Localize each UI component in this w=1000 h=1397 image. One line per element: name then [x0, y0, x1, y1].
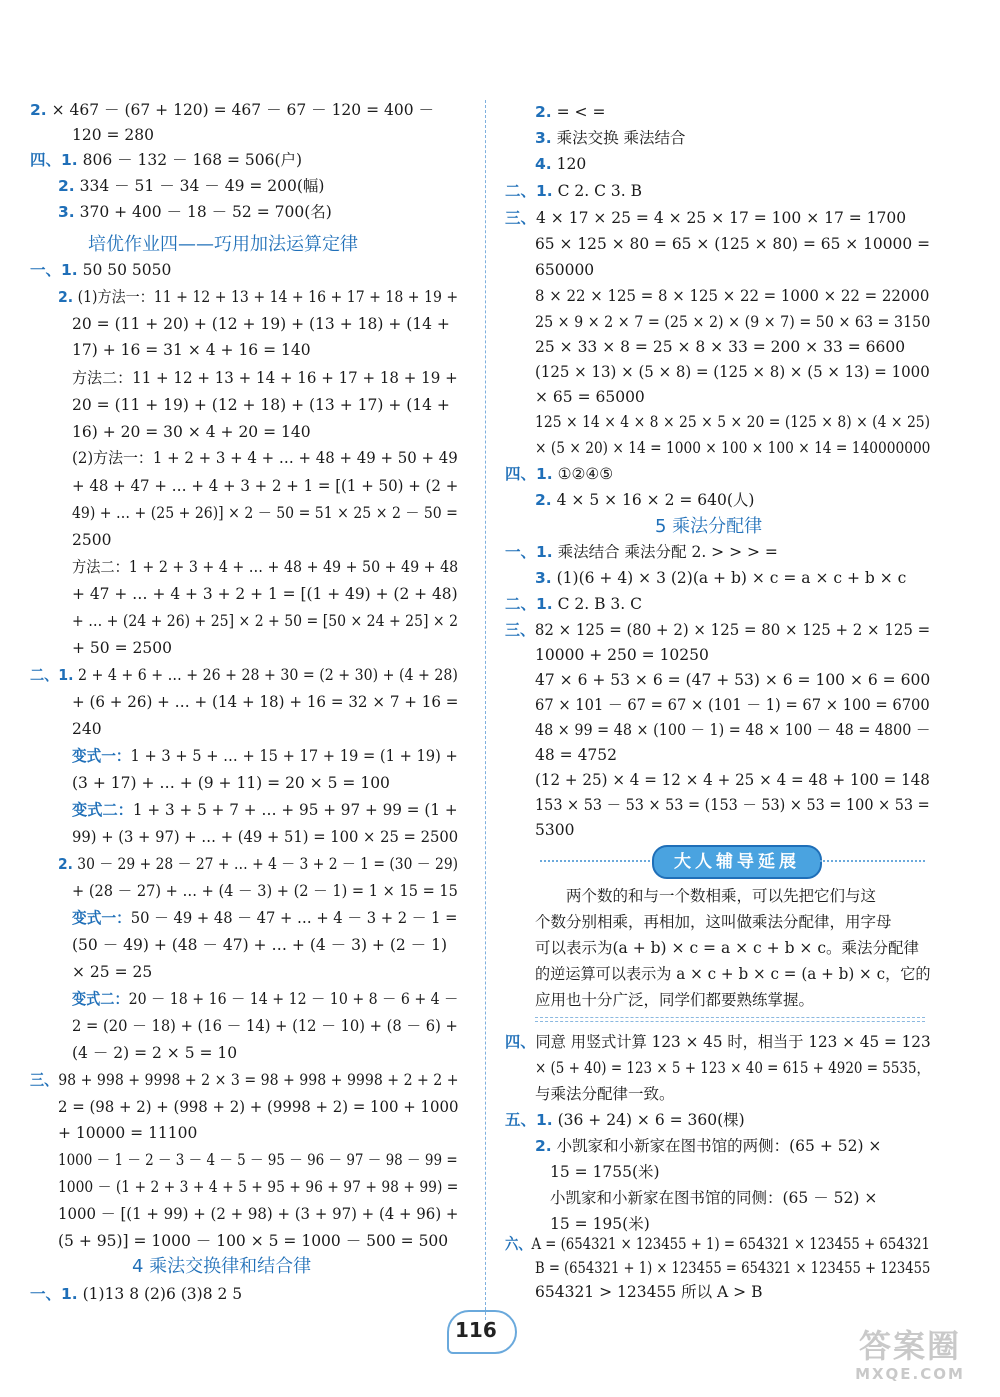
question-marker: 变式一： [72, 909, 131, 927]
answer-line [72, 312, 450, 336]
answer-line [72, 825, 458, 849]
answer-line [58, 1229, 448, 1253]
answer-text: 4 × 17 × 25 = 4 × 25 × 17 = 100 × 17 = 1700 [536, 209, 907, 227]
answer-text: 49) + … + (25 + 26)] × 2 － 50 = 51 × 25 × 2 － 50 = [72, 504, 458, 522]
answer-text: (12 + 25) × 4 = 12 × 4 + 25 × 4 = 48 + 100 = 148 [535, 771, 930, 789]
answer-line [72, 446, 458, 470]
answer-line [72, 960, 152, 984]
answer-line [72, 798, 458, 822]
question-marker: 2. [58, 288, 74, 306]
question-marker: 变式二： [72, 990, 129, 1008]
question-marker: 四、 [505, 1033, 536, 1051]
question-marker: 三、 [505, 621, 535, 639]
answer-text: 120 = 280 [72, 126, 155, 144]
answer-line [58, 285, 458, 309]
answer-text: 15 = 1755(米) [550, 1163, 660, 1181]
answer-text: (125 × 13) × (5 × 8) = (125 × 8) × (5 × 13) = 1000 [535, 363, 930, 381]
answer-text: 2 = (98 + 2) + (998 + 2) + (9998 + 2) = 100 + 1000 [58, 1098, 459, 1116]
answer-line [535, 126, 686, 150]
question-marker: 变式二： [72, 801, 133, 819]
answer-text: 2 + 4 + 6 + … + 26 + 28 + 30 = (2 + 30) + (4 + 28) [73, 666, 458, 684]
answer-text: 17) + 16 = 31 × 4 + 16 = 140 [72, 341, 311, 359]
answer-line [58, 174, 324, 198]
answer-line [72, 1041, 237, 1065]
answer-line [72, 123, 154, 147]
answer-line [72, 420, 311, 444]
tip-line: 的逆运算可以表示为 a × c + b × c = (a + b) × c，它的 [535, 965, 931, 983]
answer-text: 120 [551, 155, 587, 173]
answer-text: 方法二：11 + 12 + 13 + 14 + 16 + 17 + 18 + 19 + [72, 369, 458, 387]
answer-text: × (5 + 40) = 123 × 5 + 123 × 40 = 615 + 4920 = 5535， [535, 1059, 930, 1077]
question-marker: 4. [535, 155, 552, 173]
answer-line [72, 474, 458, 498]
answer-text: 1000 － 1 － 2 － 3 － 4 － 5 － 95 － 96 － 97 － 98 － 99 = [58, 1151, 458, 1169]
answer-text: 67 × 101 － 67 = 67 × (101 － 1) = 67 × 100 = 6700 [535, 696, 930, 714]
answer-line [58, 1148, 458, 1172]
answer-text: 82 × 125 = (80 + 2) × 125 = 80 × 125 + 2 × 125 = [534, 621, 931, 639]
answer-text: 小凯家和小新家在图书馆的同侧：(65 － 52) × [550, 1189, 878, 1207]
answer-line [535, 1280, 762, 1304]
question-marker: 3. [535, 569, 552, 587]
tip-line: 可以表示为(a + b) × c = a × c + b × c。乘法分配律 [535, 939, 920, 957]
answer-line [535, 335, 905, 359]
answer-line [30, 1068, 459, 1092]
question-marker: 五、1. [505, 1111, 553, 1129]
column-divider [485, 100, 486, 1320]
answer-text: 48 = 4752 [535, 746, 618, 764]
answer-line [535, 284, 929, 308]
answer-line [505, 1232, 930, 1256]
answer-line [72, 879, 458, 903]
answer-text: 小凯家和小新家在图书馆的两侧：(65 + 52) × [551, 1137, 882, 1155]
section-heading-addition-laws: 培优作业四——巧用加法运算定律 [88, 234, 358, 255]
answer-line [72, 744, 458, 768]
answer-text: 1 + 3 + 5 + … + 15 + 17 + 19 = (1 + 19) + [130, 747, 458, 765]
question-marker: 一、1. [30, 261, 78, 279]
question-marker: 一、1. [505, 543, 553, 561]
answer-line [505, 462, 613, 486]
answer-text: 654321 > 123455 所以 A > B [535, 1283, 763, 1301]
answer-text: 方法二：1 + 2 + 3 + 4 + … + 48 + 49 + 50 + 49 + 48 [72, 558, 459, 576]
answer-line [30, 148, 302, 172]
answer-text: 4 × 5 × 16 × 2 = 640(人) [551, 491, 755, 509]
answer-line [505, 179, 642, 203]
answer-line [505, 1030, 931, 1054]
answer-line [30, 258, 171, 282]
answer-text: 806 － 132 － 168 = 506(户) [77, 151, 303, 169]
answer-text: 乘法交换 乘法结合 [551, 129, 686, 147]
answer-line [535, 436, 930, 460]
tip-line: 两个数的和与一个数相乘，可以先把它们与这 [566, 887, 877, 905]
answer-text: 10000 + 250 = 10250 [535, 646, 709, 664]
answer-line [535, 743, 617, 767]
answer-line [72, 528, 111, 552]
question-marker: 三、 [30, 1071, 59, 1089]
answer-text: 8 × 22 × 125 = 8 × 125 × 22 = 1000 × 22 = 22000 [535, 287, 930, 305]
answer-text: × 25 = 25 [72, 963, 153, 981]
answer-line [535, 258, 594, 282]
answer-text: 1 + 3 + 5 + 7 + … + 95 + 97 + 99 = (1 + [132, 801, 458, 819]
answer-text: B = (654321 + 1) × 123455 = 654321 × 123455 + 123455 [535, 1259, 931, 1277]
question-marker: 2. [58, 177, 75, 195]
answer-text: 20 = (11 + 20) + (12 + 19) + (13 + 18) + (14 + [72, 315, 450, 333]
tip-line: 个数分别相乘，再相加，这叫做乘法分配律，用字母 [535, 913, 892, 931]
question-marker: 二、1. [505, 182, 553, 200]
answer-text: A = (654321 × 123455 + 1) = 654321 × 123455 + 654321 [531, 1235, 930, 1253]
answer-text: (2)方法一：1 + 2 + 3 + 4 + … + 48 + 49 + 50 + 49 [72, 449, 458, 467]
answer-text: 1000 － [(1 + 99) + (2 + 98) + (3 + 97) + (4 + 96) + [58, 1205, 459, 1223]
answer-line [72, 582, 458, 606]
banner-label: 大人辅导延展 [652, 845, 822, 879]
answer-text: 50 － 49 + 48 － 47 + … + 4 － 3 + 2 － 1 = [130, 909, 458, 927]
answer-line [72, 338, 311, 362]
answer-line [72, 771, 390, 795]
watermark-url: MXQE.COM [855, 1365, 965, 1383]
question-marker: 二、1. [505, 595, 553, 613]
answer-text: ①②④⑤ [552, 465, 614, 483]
question-marker: 一、1. [30, 1285, 78, 1303]
question-marker: 2. [30, 101, 47, 119]
answer-line [72, 636, 172, 660]
answer-line [30, 663, 458, 687]
question-marker: 3. [58, 203, 75, 221]
answer-line [58, 1121, 197, 1145]
answer-text: 99) + (3 + 97) + … + (49 + 51) = 100 × 25 = 2500 [72, 828, 459, 846]
answer-line [535, 718, 930, 742]
answer-text: 乘法结合 乘法分配 2. > > > = [552, 543, 778, 561]
answer-line [535, 1056, 930, 1080]
answer-text: 2 = (20 － 18) + (16 － 14) + (12 － 10) + (8 － 6) + [72, 1017, 458, 1035]
answer-text: + 50 = 2500 [72, 639, 172, 657]
answer-line [535, 232, 930, 256]
answer-text: 同意 用竖式计算 123 × 45 时，相当于 123 × 45 = 123 [535, 1033, 931, 1051]
answer-line [72, 366, 458, 390]
section-heading-multiplication-commutative: 4 乘法交换律和结合律 [132, 1256, 312, 1277]
answer-text: 48 × 99 = 48 × (100 － 1) = 48 × 100 － 48 = 4800 － [535, 721, 931, 739]
answer-text: 370 + 400 － 18 － 52 = 700(名) [74, 203, 332, 221]
answer-text: 50 50 5050 [77, 261, 172, 279]
answer-text: (3 + 17) + … + (9 + 11) = 20 × 5 = 100 [72, 774, 390, 792]
answer-text: + … + (24 + 26) + 25] × 2 + 50 = [50 × 24 + 25] × 2 [72, 612, 459, 630]
answer-line [535, 1134, 881, 1158]
tip-line: 应用也十分广泛，同学们都要熟练掌握。 [535, 991, 815, 1009]
question-marker: 2. [535, 491, 552, 509]
answer-line [535, 1082, 675, 1106]
answer-line [72, 906, 457, 930]
answer-line [535, 668, 930, 692]
answer-line [30, 98, 434, 122]
answer-line [550, 1186, 877, 1210]
question-marker: 2. [535, 103, 552, 121]
answer-line [72, 987, 458, 1011]
question-marker: 二、1. [30, 666, 74, 684]
answer-line [58, 1095, 458, 1119]
question-marker: 六、 [505, 1235, 532, 1253]
answer-line [58, 1175, 458, 1199]
answer-line [72, 609, 458, 633]
answer-text: 15 = 195(米) [550, 1215, 650, 1233]
answer-text: + (6 + 26) + … + (14 + 18) + 16 = 32 × 7 + 16 = [72, 693, 459, 711]
answer-text: 240 [72, 720, 102, 738]
parent-guidance-banner [540, 845, 925, 877]
page-number: 116 [455, 1318, 497, 1342]
answer-line [535, 1256, 930, 1280]
question-marker: 四、1. [505, 465, 553, 483]
answer-text: 16) + 20 = 30 × 4 + 20 = 140 [72, 423, 311, 441]
question-marker: 2. [58, 855, 73, 873]
answer-line [535, 488, 754, 512]
answer-text: 25 × 9 × 2 × 7 = (25 × 2) × (9 × 7) = 50 × 63 = 3150 [535, 313, 931, 331]
answer-line [505, 1108, 745, 1132]
answer-line [535, 793, 930, 817]
answer-text: 20 － 18 + 16 － 14 + 12 － 10 + 8 － 6 + 4 － [128, 990, 459, 1008]
answer-text: + 48 + 47 + … + 4 + 3 + 2 + 1 = [(1 + 50) + (2 + [72, 477, 459, 495]
answer-line [505, 540, 778, 564]
answer-text: (50 － 49) + (48 － 47) + … + (4 － 3) + (2 － 1) [72, 936, 447, 954]
answer-text: 5300 [535, 821, 575, 839]
answer-line [535, 693, 930, 717]
banner-right-line [820, 860, 925, 862]
answer-text: 334 － 51 － 34 － 49 = 200(幅) [74, 177, 325, 195]
answer-line [72, 393, 450, 417]
answer-line [535, 310, 930, 334]
answer-line [58, 1202, 458, 1226]
answer-text: (5 + 95)] = 1000 － 100 × 5 = 1000 － 500 = 500 [58, 1232, 449, 1250]
question-marker: 2. [535, 1137, 552, 1155]
answer-text: × 467 － (67 + 120) = 467 － 67 － 120 = 400 － [46, 101, 435, 119]
answer-text: 2500 [72, 531, 112, 549]
answer-text: = < = [551, 103, 606, 121]
answer-text: 1000 － (1 + 2 + 3 + 4 + 5 + 95 + 96 + 97 + 98 + 99) = [58, 1178, 459, 1196]
answer-line [535, 152, 586, 176]
answer-line [535, 566, 906, 590]
answer-text: (1)13 8 (2)6 (3)8 2 5 [77, 1285, 243, 1303]
answer-text: 65 × 125 × 80 = 65 × (125 × 80) = 65 × 10000 = [535, 235, 931, 253]
answer-text: 47 × 6 + 53 × 6 = (47 + 53) × 6 = 100 × 6 = 600 [535, 671, 931, 689]
answer-text: × (5 × 20) × 14 = 1000 × 100 × 100 × 14 = 140000000 [535, 439, 931, 457]
answer-text: 20 = (11 + 19) + (12 + 18) + (13 + 17) + (14 + [72, 396, 450, 414]
watermark-logo [835, 1327, 985, 1387]
question-marker: 变式一： [72, 747, 131, 765]
answer-line [505, 618, 930, 642]
question-marker: 三、 [505, 209, 537, 227]
tip-box-bottom-line-2 [535, 1021, 925, 1022]
answer-text: 153 × 53 － 53 × 53 = (153 － 53) × 53 = 100 × 53 = [535, 796, 930, 814]
answer-line [505, 206, 906, 230]
answer-text: 98 + 998 + 9998 + 2 × 3 = 98 + 998 + 9998 + 2 + 2 + [58, 1071, 459, 1089]
answer-line [58, 200, 332, 224]
question-marker: 3. [535, 129, 552, 147]
answer-line [505, 592, 642, 616]
answer-line [535, 385, 645, 409]
section-heading-distributive: 5 乘法分配律 [655, 516, 763, 537]
answer-text: 125 × 14 × 4 × 8 × 25 × 5 × 20 = (125 × 8) × (4 × 25) [535, 413, 931, 431]
answer-text: C 2. B 3. C [552, 595, 643, 613]
question-marker: 四、1. [30, 151, 78, 169]
answer-line [72, 501, 458, 525]
watermark-text: 答案圈 [858, 1327, 961, 1365]
answer-line [535, 818, 574, 842]
answer-text: (1)方法一：11 + 12 + 13 + 14 + 16 + 17 + 18 + 19 + [73, 288, 459, 306]
answer-line [72, 690, 458, 714]
answer-line [535, 643, 709, 667]
answer-line [550, 1160, 660, 1184]
answer-text: (4 － 2) = 2 × 5 = 10 [72, 1044, 238, 1062]
answer-text: + (28 － 27) + … + (4 － 3) + (2 － 1) = 1 × 15 = 15 [72, 882, 458, 900]
banner-left-line [540, 860, 650, 862]
answer-line [535, 768, 930, 792]
answer-line [72, 1014, 458, 1038]
answer-text: (36 + 24) × 6 = 360(棵) [552, 1111, 745, 1129]
answer-text: + 10000 = 11100 [58, 1124, 198, 1142]
answer-line [535, 360, 930, 384]
answer-line [58, 852, 458, 876]
answer-text: 650000 [535, 261, 595, 279]
answer-text: (1)(6 + 4) × 3 (2)(a + b) × c = a × c + b × c [551, 569, 907, 587]
answer-line [72, 933, 447, 957]
answer-line [535, 410, 930, 434]
answer-line [30, 1282, 242, 1306]
answer-text: 30 － 29 + 28 － 27 + … + 4 － 3 + 2 － 1 = (30 － 29) [72, 855, 459, 873]
answer-text: 与乘法分配律一致。 [535, 1085, 675, 1103]
answer-line [535, 100, 605, 124]
answer-line [72, 717, 102, 741]
answer-text: 25 × 33 × 8 = 25 × 8 × 33 = 200 × 33 = 6600 [535, 338, 906, 356]
tip-box-bottom-line [535, 1017, 925, 1018]
answer-text: + 47 + … + 4 + 3 + 2 + 1 = [(1 + 49) + (2 + 48) [72, 585, 458, 603]
answer-text: × 65 = 65000 [535, 388, 645, 406]
answer-text: C 2. C 3. B [552, 182, 643, 200]
answer-line [72, 555, 458, 579]
